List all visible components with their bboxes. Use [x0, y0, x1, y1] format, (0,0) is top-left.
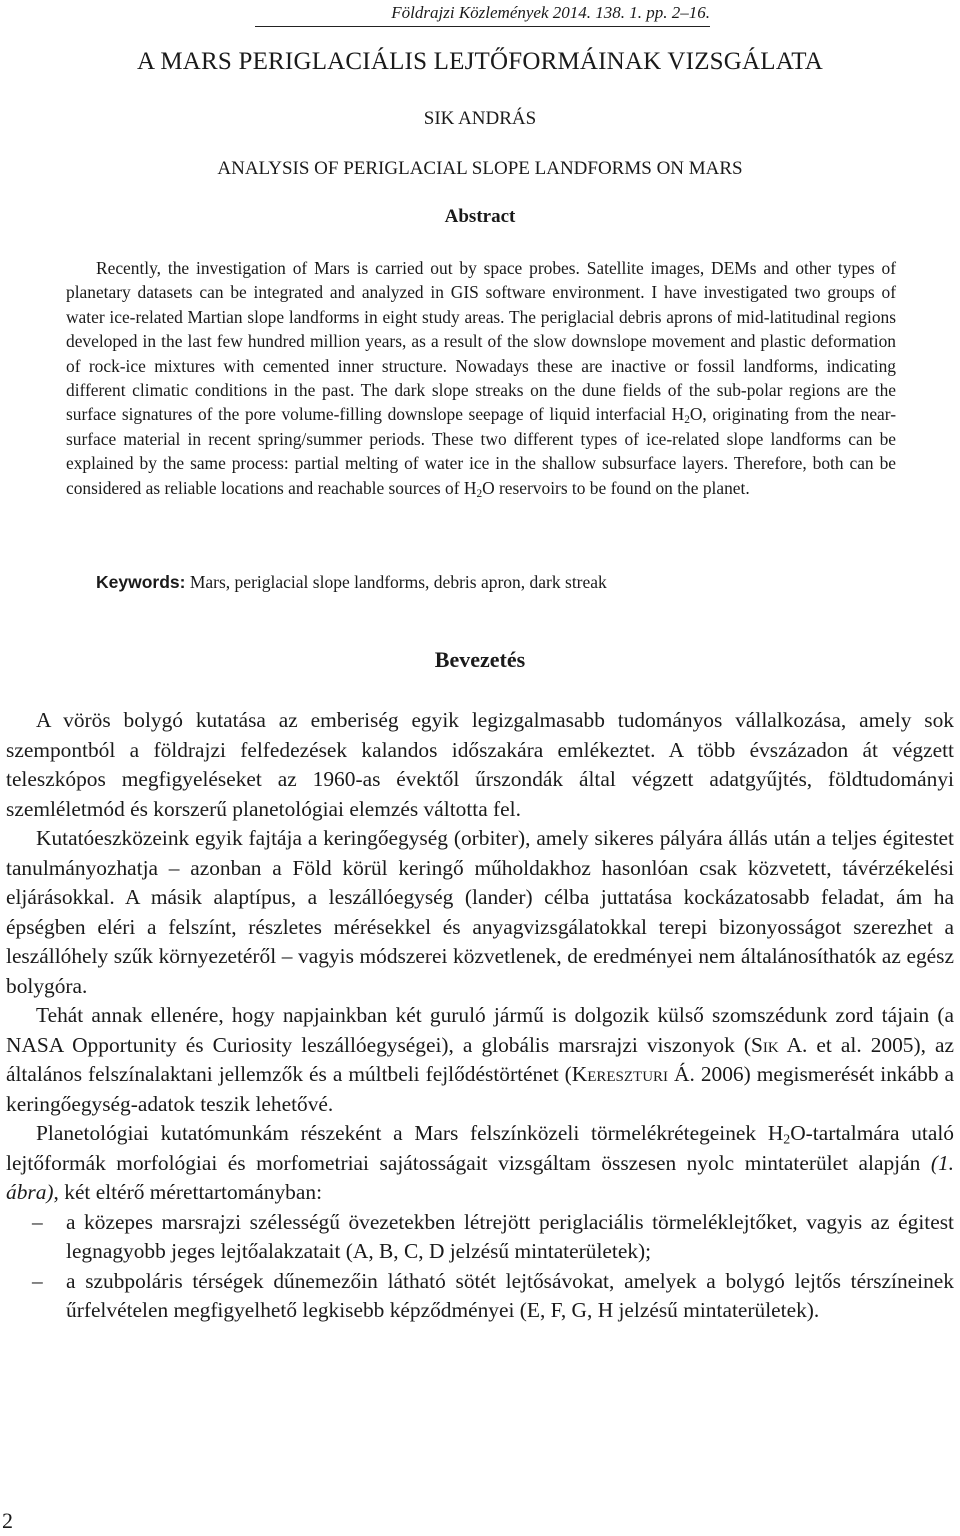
- paragraph-4: Planetológiai kutatómunkám részeként a Mars felszínközeli törmelékrétegeinek $H_2O$-tartalmára utaló lejtőformák morfológiai és morfometriai sajátosságait vizsgáltam összesen nyolc mintaterület alapján (1. ábra), két eltérő mérettartományban:: [6, 1121, 954, 1204]
- keywords-label: Keywords:: [96, 572, 186, 592]
- figure-reference: (1. ábra): [6, 1150, 954, 1204]
- list-item: – a közepes marsrajzi szélességű övezetekben létrejött periglaciális törmeléklejtőket, vagyis az égitest legnagyobb jeges lejtőalakzatait (A, B, C, D jelzésű mintaterületek);: [32, 1209, 954, 1263]
- english-title: ANALYSIS OF PERIGLACIAL SLOPE LANDFORMS ON MARS: [217, 158, 743, 179]
- section-heading-introduction: Bevezetés: [434, 647, 526, 672]
- citation-author-sik: Sik: [750, 1032, 779, 1057]
- keywords-text: Mars, periglacial slope landforms, debris apron, dark streak: [185, 572, 607, 592]
- abstract-text: Recently, the investigation of Mars is carried out by space probes. Satellite images, DEMs and other types of planetary datasets can be integrated and analyzed in GIS software environment. I have investigated two groups of water ice-related Martian slope landforms in eight study areas. The periglacial debris aprons of mid-latitudinal regions developed in the last few hundred million years, as a result of the slow downslope movement and plastic deformation of rock-ice mixtures with cemented inner structure. Nowadays these are inactive or fossil landforms, indicating different climatic conditions in the past. The dark slope streaks on the dune fields of the sub-polar regions are the surface signatures of the pore volume-filling downslope seepage of liquid interfacial $H_2O$, originating from the near-surface material in recent spring/summer periods. These two different types of ice-related slope landforms can be explained by the same process: partial melting of water ice in the shallow subsurface layers. Therefore, both can be considered as reliable locations and reachable sources of $H_2O$ reservoirs to be found on the planet.: [66, 258, 896, 500]
- paragraph-3: Tehát annak ellenére, hogy napjainkban két guruló jármű is dolgozik külső szomszédunk zord tájain (a NASA Opportunity és Curiosity leszállóegységei), a globális marsrajzi viszonyok (Sik A. et al. 2005), az általános felszínalaktani jellemzők és a múltbeli fejlődéstörténet (Kereszturi Á. 2006) megismerését inkább a keringőegység-adatok teszik lehetővé.: [6, 1003, 954, 1116]
- paragraph-1: A vörös bolygó kutatása az emberiség egyik legizgalmasabb tudományos vállalkozása, amely sok szempontból a földrajzi felfedezések kalandos időszakára emlékeztet. A több évszázadon át végzett teleszkópos megfigyeléseket az 1960-as évektől űrszondák által végzett adatgyűjtés, földtudományi szemléletmód és korszerű planetológiai elemzés váltotta fel.: [6, 708, 954, 821]
- keywords-line: [96, 572, 896, 593]
- list-item: – a szubpoláris térségek dűnemezőin látható sötét lejtősávokat, amelyek a bolygó lejtős térszíneinek űrfelvételen megfigyelhető legkisebb képződményei (E, F, G, H jelzésű mintaterületek).: [32, 1268, 954, 1322]
- journal-header: Földrajzi Közlemények 2014. 138. 1. pp. 2–16.: [255, 0, 710, 27]
- body-text: [6, 706, 954, 1326]
- paragraph-2: Kutatóeszközeink egyik fajtája a keringőegység (orbiter), amely sikeres pályára állás után a teljes égitestet tanulmányozhatja – azonban a Föld körül keringő műholdakhoz hasonlóan csak közvetett, távérzékelési eljárásokkal. A másik alaptípus, a leszállóegység (lander) célba juttatása kockázatosabb feladat, ám ha épségben eléri a felszínt, részletes mérésekkel és anyagvizsgálatokkal terepi bizonyosságot szerezhet a leszállóhely szűk környezetéről – vagyis módszerei közvetlenek, de eredményei nem általánosíthatók az egész bolygóra.: [6, 826, 954, 998]
- study-area-list: [6, 1208, 954, 1326]
- citation-author-kereszturi: Kereszturi: [571, 1062, 669, 1086]
- abstract-heading: Abstract: [444, 206, 516, 227]
- article-title: A MARS PERIGLACIÁLIS LEJTŐFORMÁINAK VIZSGÁLATA: [137, 48, 823, 75]
- author-name: SIK ANDRÁS: [423, 108, 537, 129]
- page-number: 2: [2, 1508, 13, 1533]
